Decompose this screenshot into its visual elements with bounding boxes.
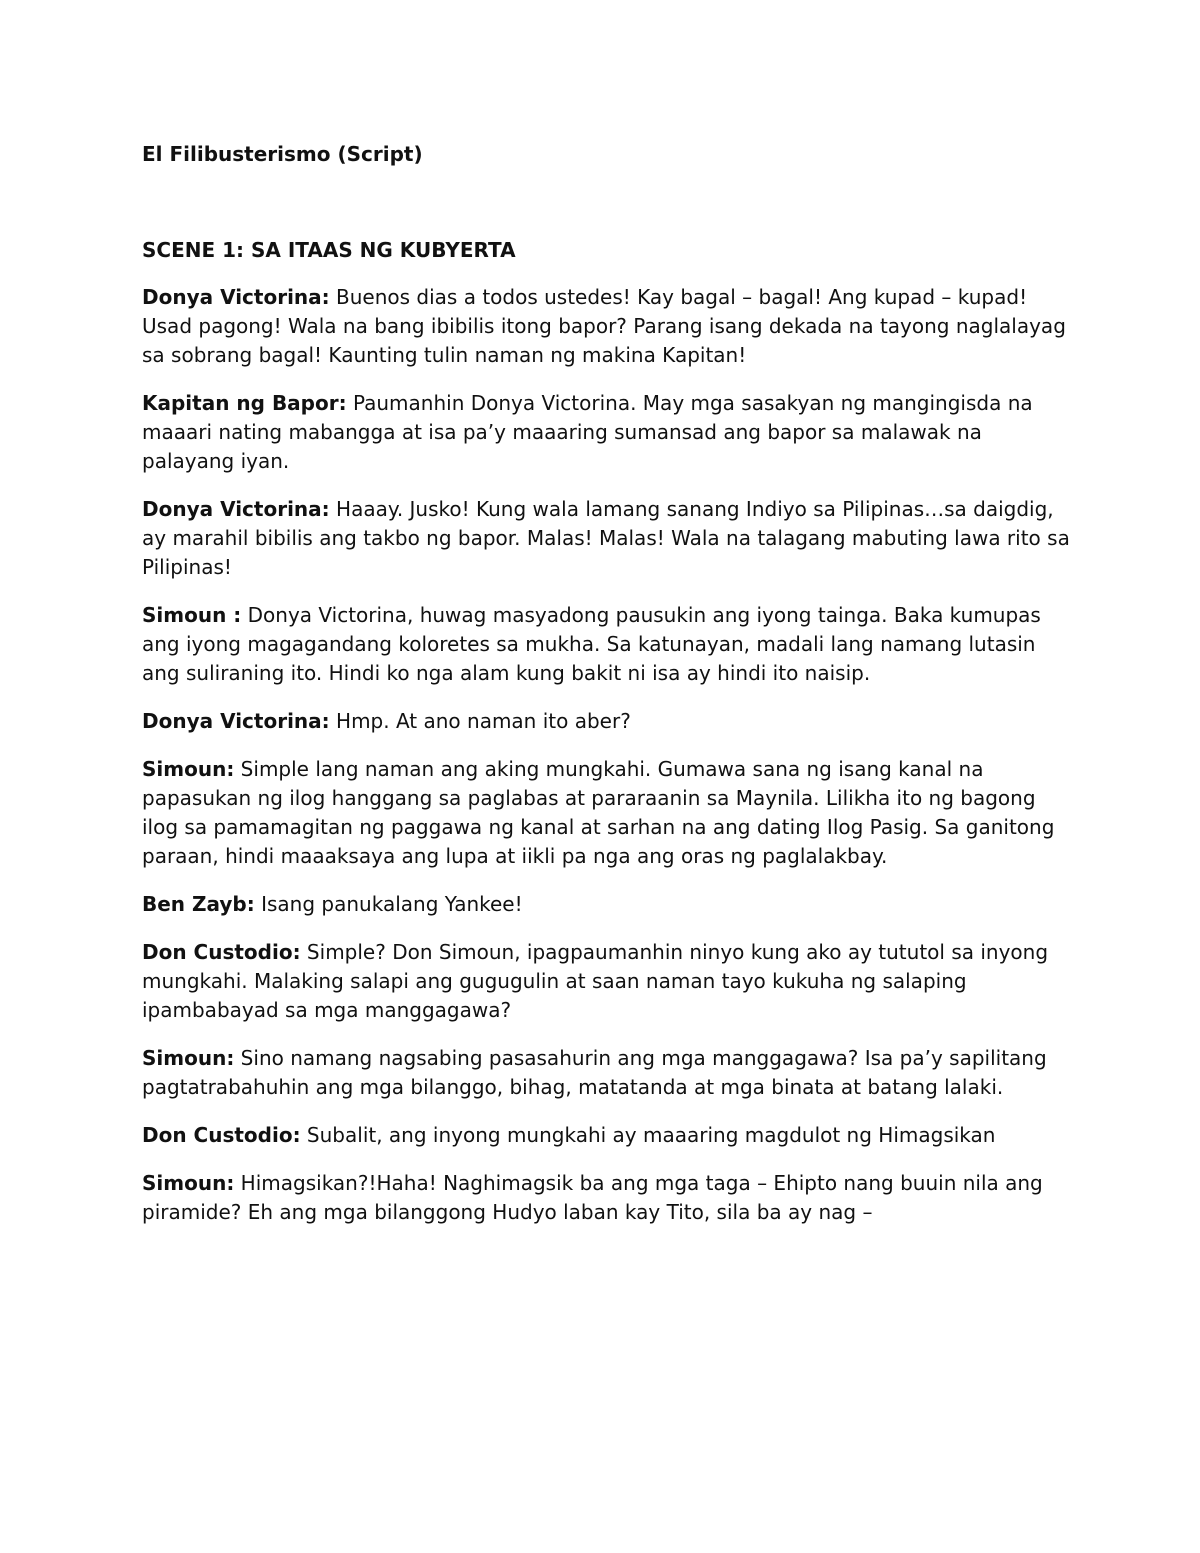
dialogue-text: Hmp. At ano naman ito aber? bbox=[329, 709, 631, 733]
speaker-name: Ben Zayb: bbox=[142, 892, 255, 916]
scene-heading: SCENE 1: SA ITAAS NG KUBYERTA bbox=[142, 238, 516, 262]
dialogue-line bbox=[142, 389, 1072, 476]
dialogue-text: Sino namang nagsabing pasasahurin ang mga manggagawa? Isa pa’y sapilitang pagtatrabahuhin ang mga bilanggo, bihag, matatanda at mga binata at batang lalaki. bbox=[142, 1046, 1047, 1099]
dialogue-text: Haaay. Jusko! Kung wala lamang sanang Indiyo sa Pilipinas…sa daigdig, ay marahil bibilis ang takbo ng bapor. Malas! Malas! Wala na talagang mabuting lawa rito sa Pilipinas! bbox=[142, 497, 1070, 579]
dialogue-text: Subalit, ang inyong mungkahi ay maaaring magdulot ng Himagsikan bbox=[300, 1123, 996, 1147]
speaker-name: Don Custodio: bbox=[142, 1123, 301, 1147]
dialogue-line bbox=[142, 938, 1072, 1025]
speaker-name: Donya Victorina: bbox=[142, 709, 330, 733]
dialogue-line bbox=[142, 1121, 1072, 1150]
speaker-name: Simoun: bbox=[142, 1171, 235, 1195]
dialogue-text: Buenos dias a todos ustedes! Kay bagal – bagal! Ang kupad – kupad! Usad pagong! Wala na bang ibibilis itong bapor? Parang isang dekada na tayong naglalayag sa sobrang bagal! Kaunting tulin naman ng makina Kapitan! bbox=[142, 285, 1066, 367]
dialogue-text: Paumanhin Donya Victorina. May mga sasakyan ng mangingisda na maaari nating mabangga at isa pa’y maaaring sumansad ang bapor sa malawak na palayang iyan. bbox=[142, 391, 1033, 473]
speaker-name: Simoun: bbox=[142, 1046, 235, 1070]
dialogue-line bbox=[142, 707, 1072, 736]
dialogue-text: Simple? Don Simoun, ipagpaumanhin ninyo kung ako ay tututol sa inyong mungkahi. Malaking salapi ang gugugulin at saan naman tayo kukuha ng salaping ipambabayad sa mga manggagawa? bbox=[142, 940, 1049, 1022]
dialogue-line bbox=[142, 601, 1072, 688]
dialogue-line bbox=[142, 495, 1072, 582]
dialogue-text: Isang panukalang Yankee! bbox=[254, 892, 523, 916]
dialogue-line bbox=[142, 755, 1072, 871]
dialogue-line bbox=[142, 890, 1072, 919]
dialogue-text: Himagsikan?!Haha! Naghimagsik ba ang mga taga – Ehipto nang buuin nila ang piramide? Eh ang mga bilanggong Hudyo laban kay Tito, sila ba ay nag – bbox=[142, 1171, 1043, 1224]
dialogue-line bbox=[142, 283, 1072, 370]
speaker-name: Simoun: bbox=[142, 757, 235, 781]
dialogue-line bbox=[142, 1169, 1072, 1227]
document-title: El Filibusterismo (Script) bbox=[142, 142, 423, 166]
dialogue-text: Donya Victorina, huwag masyadong pausukin ang iyong tainga. Baka kumupas ang iyong magagandang koloretes sa mukha. Sa katunayan, madali lang namang lutasin ang suliraning ito. Hindi ko nga alam kung bakit ni isa ay hindi ito naisip. bbox=[142, 603, 1041, 685]
dialogue-text: Simple lang naman ang aking mungkahi. Gumawa sana ng isang kanal na papasukan ng ilog hanggang sa paglabas at pararaanin sa Maynila. Lilikha ito ng bagong ilog sa pamamagitan ng paggawa ng kanal at sarhan na ang dating Ilog Pasig. Sa ganitong paraan, hindi maaaksaya ang lupa at iikli pa nga ang oras ng paglalakbay. bbox=[142, 757, 1055, 868]
speaker-name: Don Custodio: bbox=[142, 940, 301, 964]
speaker-name: Donya Victorina: bbox=[142, 285, 330, 309]
document-page bbox=[142, 140, 1072, 1246]
dialogue-line bbox=[142, 1044, 1072, 1102]
speaker-name: Kapitan ng Bapor: bbox=[142, 391, 347, 415]
speaker-name: Donya Victorina: bbox=[142, 497, 330, 521]
speaker-name: Simoun : bbox=[142, 603, 242, 627]
